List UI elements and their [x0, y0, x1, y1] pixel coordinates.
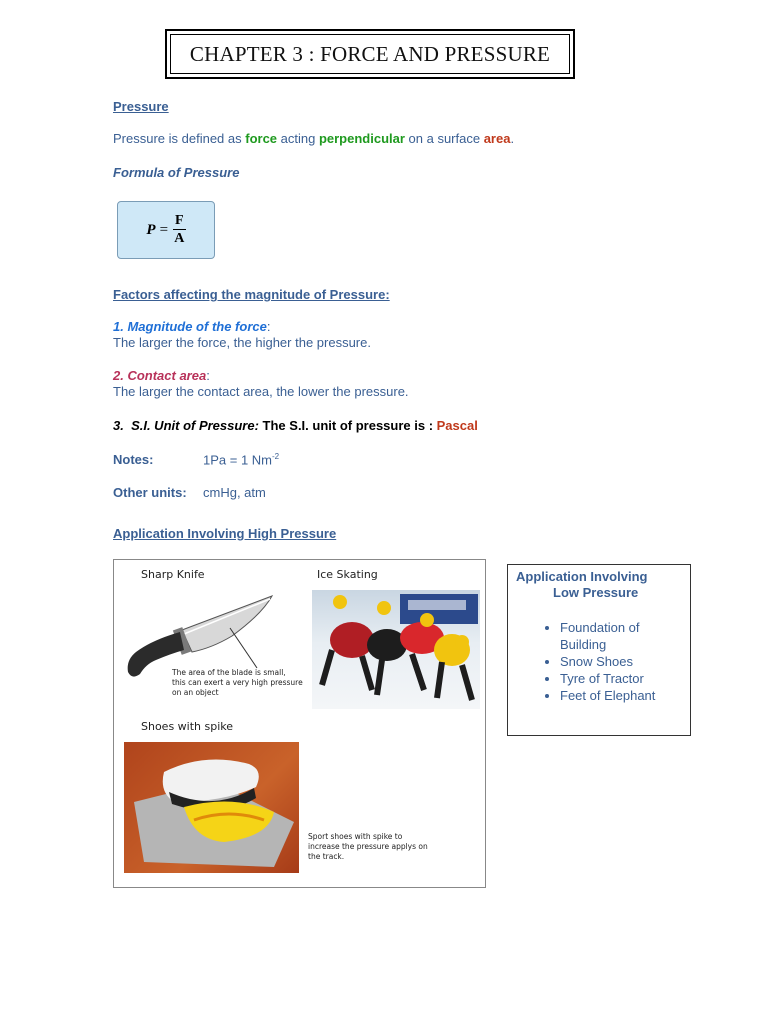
- other-units-label: Other units:: [113, 485, 187, 500]
- low-pressure-box: [507, 564, 691, 736]
- shoes-note-line: Sport shoes with spike to: [308, 832, 403, 841]
- shoes-caption: Shoes with spike: [141, 720, 234, 733]
- knife-note-line: this can exert a very high pressure: [172, 678, 303, 687]
- low-pressure-title-line1: Application Involving: [516, 569, 648, 584]
- factor-3-text: The S.I. unit of pressure is :: [258, 418, 437, 433]
- formula-denominator: A: [174, 231, 185, 246]
- factor-1-label: [113, 319, 270, 334]
- knife-note: [172, 668, 303, 698]
- factor-1-title: 1. Magnitude of the force: [113, 319, 267, 334]
- list-item: • Foundation of Building: [560, 619, 682, 653]
- high-pressure-images: [113, 559, 486, 888]
- pressure-heading: Pressure: [113, 99, 169, 114]
- shoes-note-line: increase the pressure applys on: [308, 842, 428, 851]
- formula-fraction: [173, 213, 186, 247]
- factor-2-label: [113, 368, 210, 383]
- definition-text: on a surface: [404, 131, 484, 146]
- pascal-unit: Pascal: [436, 418, 478, 433]
- definition-force: force: [245, 131, 278, 146]
- factor-2-title: 2. Contact area: [113, 368, 207, 383]
- skating-caption: Ice Skating: [317, 568, 378, 581]
- shoes-note: [308, 832, 428, 862]
- formula-label: Formula of Pressure: [113, 165, 240, 180]
- low-pressure-title-line2: Low Pressure: [553, 585, 639, 600]
- knife-note-line: The area of the blade is small,: [172, 668, 286, 677]
- notes-value: [203, 452, 279, 467]
- definition-text: Pressure is defined as: [113, 131, 246, 146]
- knife-note-line: on an object: [172, 688, 219, 697]
- low-pressure-list: [516, 619, 682, 704]
- formula-lhs: P: [146, 221, 156, 238]
- chapter-title: CHAPTER 3 : FORCE AND PRESSURE: [170, 34, 570, 74]
- formula-equals: =: [159, 221, 169, 238]
- formula-numerator: F: [175, 213, 184, 228]
- factor-1-colon: :: [266, 319, 271, 334]
- definition-area: area: [483, 131, 511, 146]
- notes-equation: 1Pa = 1 Nm: [203, 452, 273, 468]
- notes-label: Notes:: [113, 452, 154, 467]
- definition-text: acting: [277, 131, 319, 146]
- factor-3-line: [113, 418, 478, 433]
- list-item: • Snow Shoes: [560, 653, 682, 670]
- factor-1-text: The larger the force, the higher the pressure.: [113, 335, 371, 350]
- factor-3-title: 3. S.I. Unit of Pressure:: [113, 418, 259, 433]
- definition-perpendicular: perpendicular: [318, 131, 405, 146]
- list-item: • Tyre of Tractor: [560, 670, 682, 687]
- factors-heading: Factors affecting the magnitude of Pressure:: [113, 287, 390, 302]
- pressure-definition: [113, 131, 514, 146]
- spike-shoes-photo: [124, 742, 299, 873]
- knife-caption: Sharp Knife: [141, 568, 205, 581]
- high-pressure-heading: Application Involving High Pressure: [113, 526, 337, 541]
- notes-exponent: -2: [272, 452, 280, 461]
- other-units-value: cmHg, atm: [203, 485, 266, 500]
- shoes-note-line: the track.: [308, 852, 345, 861]
- factor-2-text: The larger the contact area, the lower the pressure.: [113, 384, 409, 399]
- chapter-title-box: [165, 29, 575, 79]
- formula-box: [117, 201, 215, 259]
- factor-2-colon: :: [206, 368, 210, 383]
- definition-text: .: [510, 131, 515, 146]
- ice-skating-photo: [312, 590, 480, 709]
- list-item: • Feet of Elephant: [560, 687, 682, 704]
